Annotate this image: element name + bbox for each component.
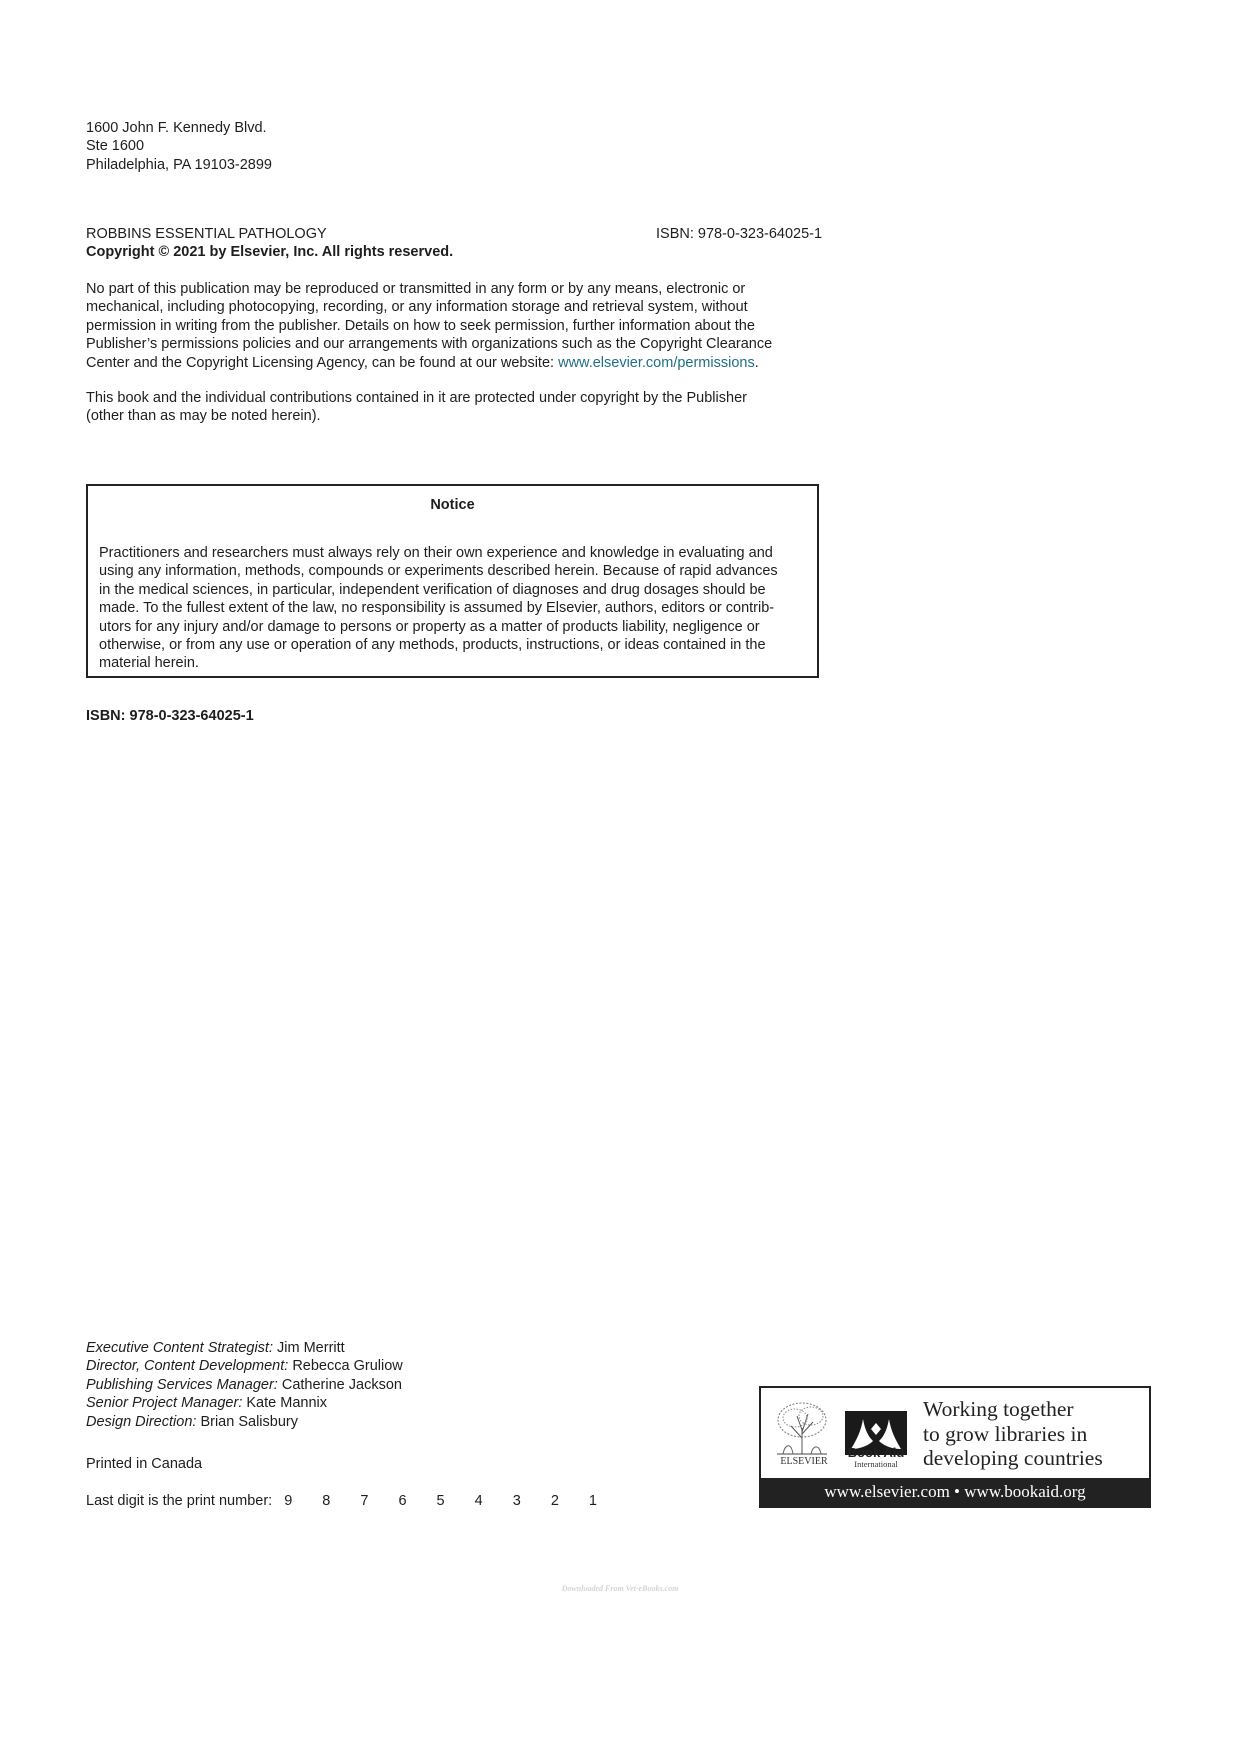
credit-name: Kate Mannix [242,1395,327,1412]
book-aid-subtitle: International [854,1459,898,1469]
rights-line: mechanical, including photocopying, recording, or any information storage and retrieval system, without [86,299,748,316]
notice-line: otherwise, or from any use or operation of any methods, products, instructions, or ideas contained in the [99,637,766,654]
print-number-label: Last digit is the print number: [86,1493,273,1509]
notice-line: Practitioners and researchers must always rely on their own experience and knowledge in evaluating and [99,545,773,561]
rights-line: No part of this publication may be reproduced or transmitted in any form or by any means, electronic or [86,281,746,297]
book-aid-tagline [923,1397,1103,1471]
tagline-line: to grow libraries in [923,1421,1088,1446]
credit-line [86,1339,403,1357]
credit-name: Jim Merritt [273,1340,345,1356]
isbn-header: ISBN: 978-0-323-64025-1 [656,226,823,242]
book-title: ROBBINS ESSENTIAL PATHOLOGY [86,226,327,242]
credits-list [86,1339,403,1431]
book-aid-websites: www.elsevier.com • www.bookaid.org [761,1478,1149,1506]
protection-line: (other than as may be noted herein). [86,408,321,425]
notice-box [86,484,819,678]
printed-in: Printed in Canada [86,1456,203,1472]
credit-line [86,1413,403,1431]
copyright-statement: Copyright © 2021 by Elsevier, Inc. All rights reserved. [86,244,454,260]
credit-line [86,1357,403,1375]
notice-line: in the medical sciences, in particular, independent verification of diagnoses and drug dosages should be [99,581,766,598]
address-line: 1600 John F. Kennedy Blvd. [86,120,267,136]
address-line: Philadelphia, PA 19103-2899 [86,156,272,173]
partner-logos [771,1398,921,1468]
rights-line: Publisher’s permissions policies and our arrangements with organizations such as the Copyright Clearance [86,336,773,353]
notice-line: made. To the fullest extent of the law, no responsibility is assumed by Elsevier, authors, editors or contrib- [99,600,775,617]
rights-paragraph [86,280,826,372]
credit-role: Design Direction: [86,1413,197,1430]
credit-name: Catherine Jackson [277,1376,402,1393]
tagline-line: Working together [923,1397,1074,1421]
tagline-line: developing countries [923,1446,1103,1470]
protection-paragraph [86,389,826,426]
download-watermark: Downloaded From Vet-eBooks.com [561,1584,679,1593]
elsevier-wordmark: ELSEVIER [780,1456,828,1467]
rights-line [86,354,826,372]
credit-role: Publishing Services Manager: [86,1376,278,1393]
credit-line [86,1376,403,1394]
credit-role: Executive Content Strategist: [86,1340,273,1356]
isbn-statement: ISBN: 978-0-323-64025-1 [86,708,254,724]
notice-line: material herein. [99,655,199,672]
notice-line: using any information, methods, compounds or experiments described herein. Because of rapid advances [99,563,778,580]
credit-line [86,1394,403,1412]
publisher-address [86,119,272,174]
credit-role: Senior Project Manager: [86,1395,243,1412]
rights-line: permission in writing from the publisher. Details on how to seek permission, further information about the [86,317,755,334]
address-line: Ste 1600 [86,138,145,155]
credit-role: Director, Content Development: [86,1358,289,1375]
credit-name: Brian Salisbury [196,1413,298,1430]
book-aid-wordmark: Book Aid [847,1445,905,1460]
notice-body [99,544,805,673]
print-number-line [86,1492,610,1510]
permissions-link[interactable]: www.elsevier.com/permissions [558,354,755,371]
protection-line: This book and the individual contributions contained in it are protected under copyright by the Publisher [86,390,747,406]
print-number-digits: 9 8 7 6 5 4 3 2 1 [284,1493,610,1509]
credit-name: Rebecca Gruliow [288,1358,403,1375]
notice-line: utors for any injury and/or damage to persons or property as a matter of products liability, negligence or [99,618,760,635]
book-aid-banner [759,1386,1151,1508]
rights-line-prefix: Center and the Copyright Licensing Agency, can be found at our website: [86,354,559,371]
notice-title: Notice [430,497,475,513]
rights-line-suffix: . [754,354,759,371]
